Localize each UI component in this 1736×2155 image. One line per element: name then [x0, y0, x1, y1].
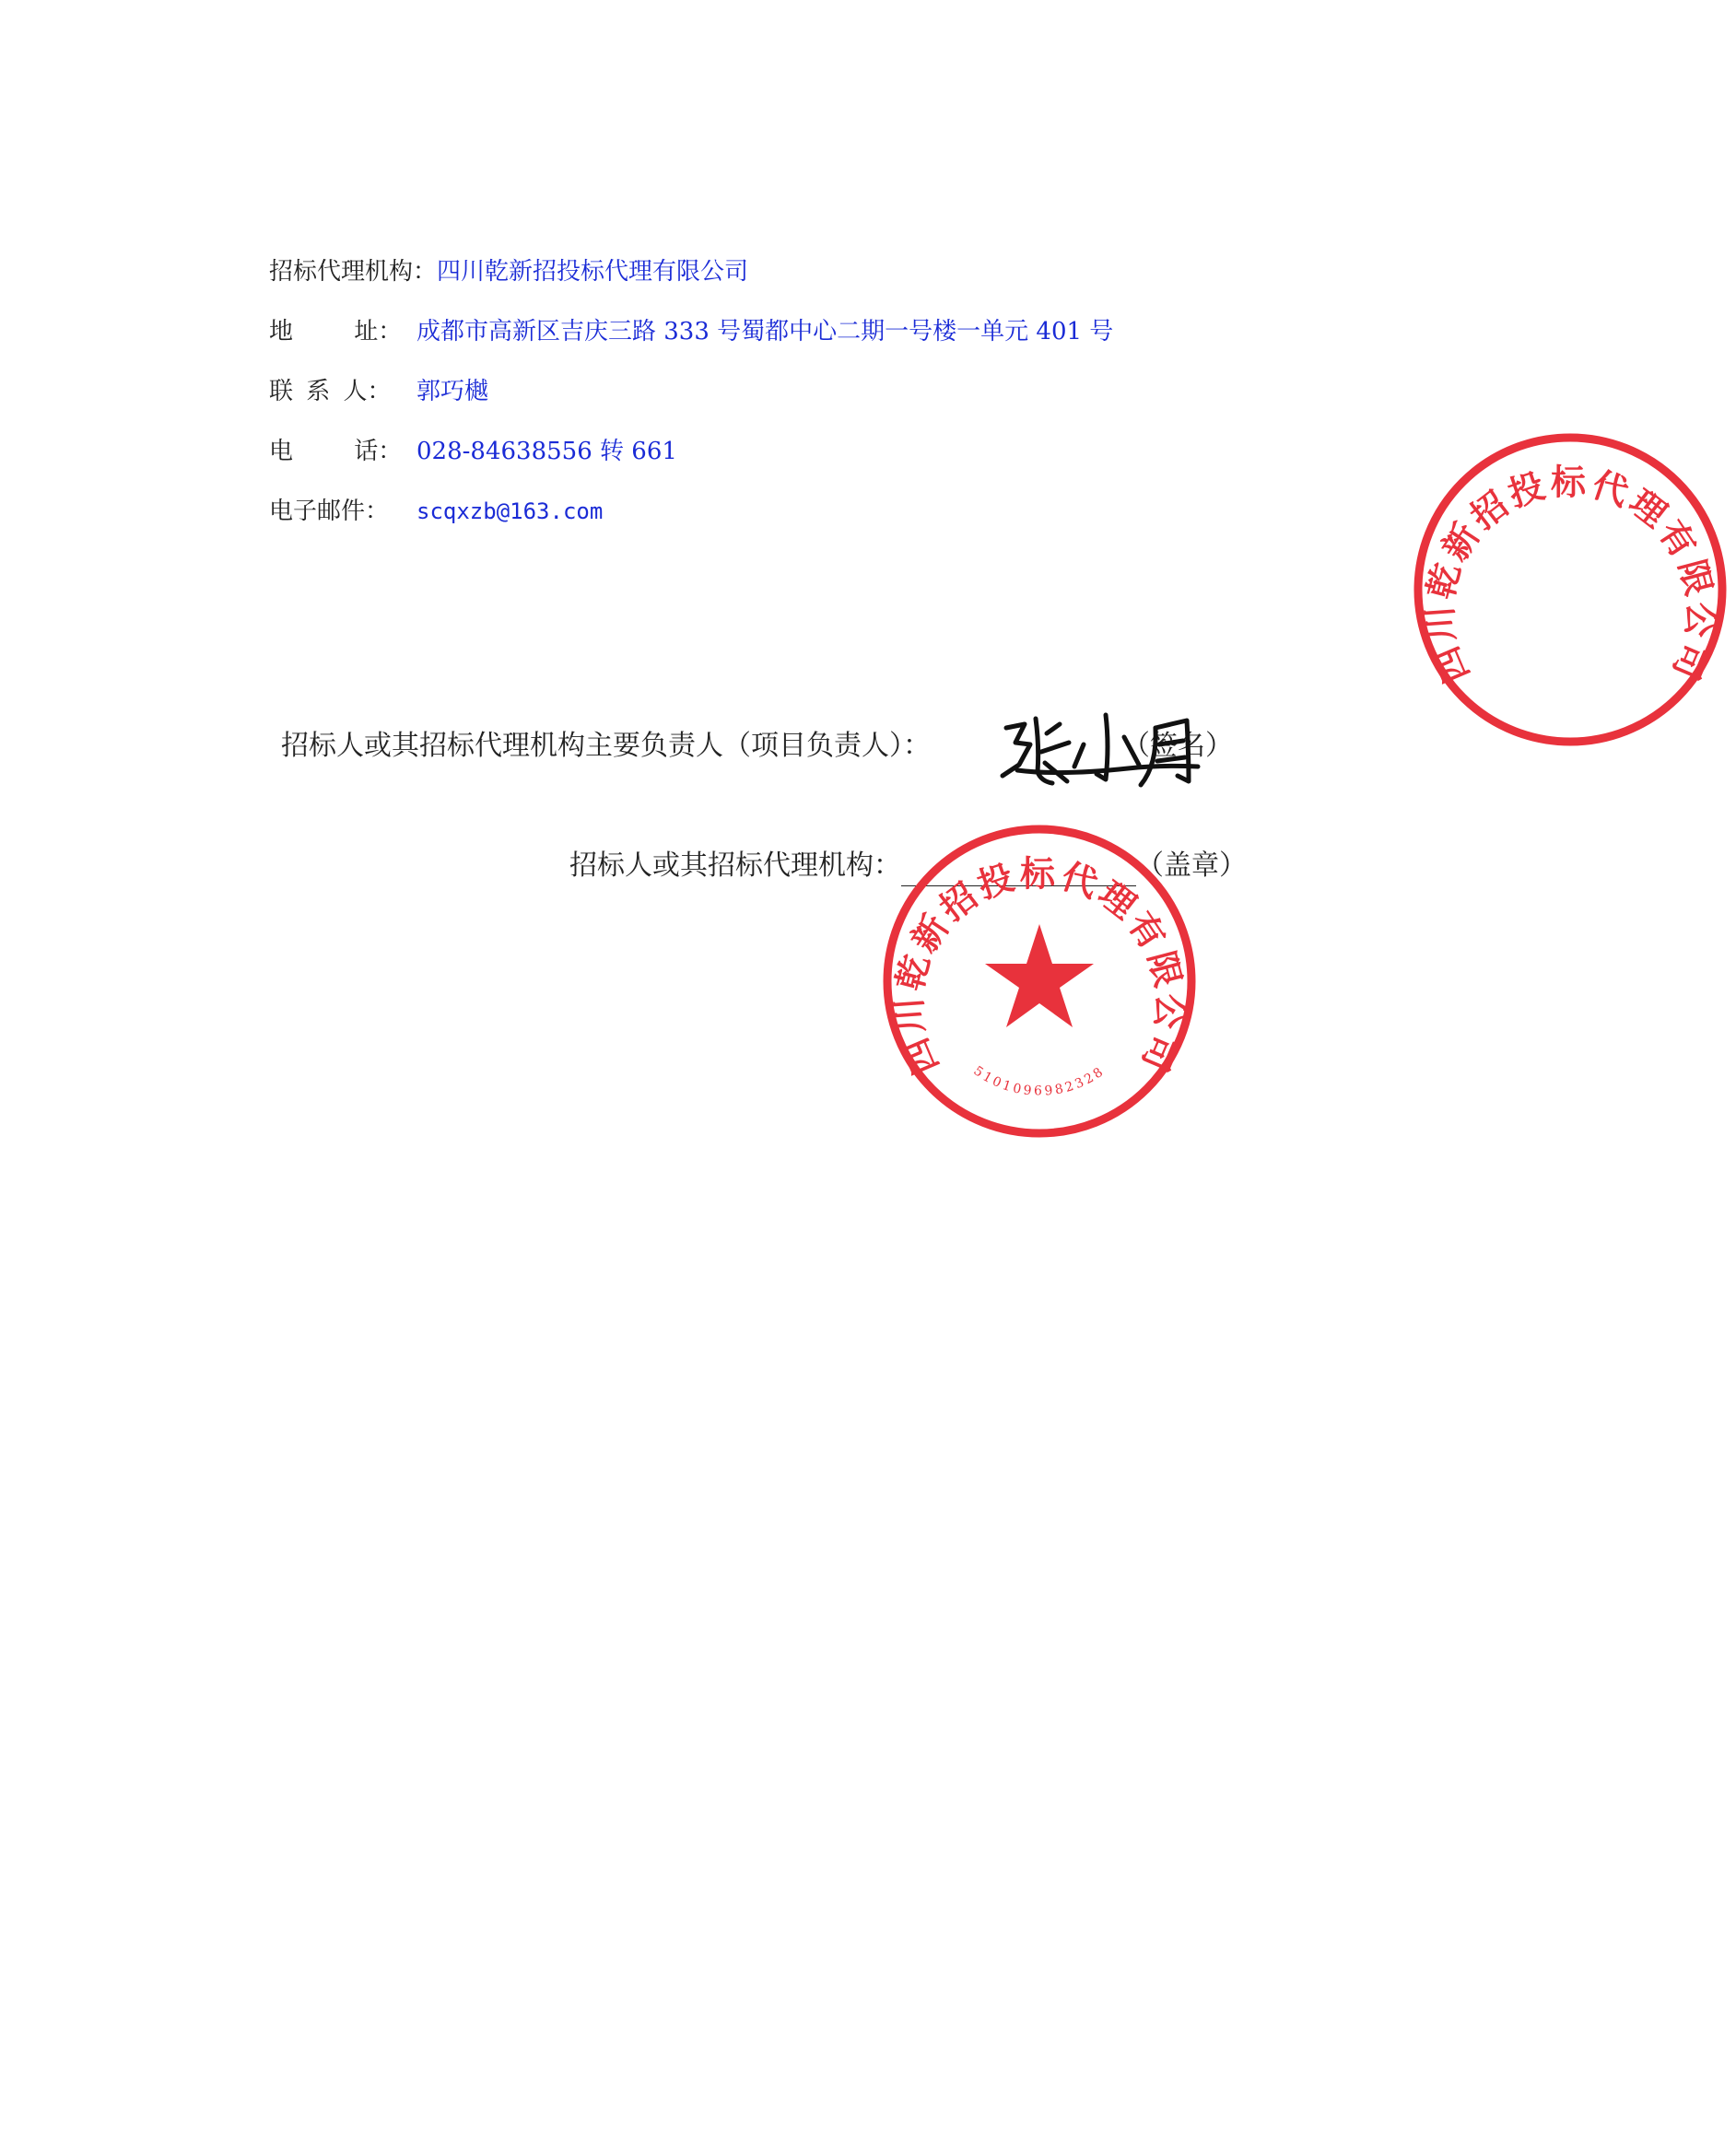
agency-row [269, 253, 748, 290]
partial-seal-container [1404, 424, 1723, 755]
agency-label: 招标代理机构： [269, 258, 438, 286]
phone-value: 028-84638556 转 661 [416, 438, 677, 465]
seal-code: 5101096982328 [970, 1063, 1108, 1099]
stamp-suffix: （盖章） [1136, 849, 1247, 882]
seal-company-name: 四川乾新招投标代理有限公司 [886, 852, 1192, 1081]
stamp-label: 招标人或其招标代理机构： [569, 849, 901, 882]
address-row [269, 313, 1113, 350]
contact-person-value: 郭巧樾 [416, 378, 489, 405]
seal-star-icon [985, 924, 1094, 1027]
signature-suffix: （签名） [1122, 730, 1233, 762]
signature-label: 招标人或其招标代理机构主要负责人（项目负责人）： [281, 730, 931, 762]
address-value: 成都市高新区吉庆三路 333 号蜀都中心二期一号楼一单元 401 号 [416, 318, 1114, 346]
partial-seal [1404, 424, 1736, 755]
phone-row [269, 433, 677, 470]
partial-seal-text: 四川乾新招投标代理有限公司 [1417, 461, 1723, 689]
email-label: 电子邮件： [269, 498, 390, 525]
company-seal [874, 815, 1205, 1147]
address-label: 地 址： [269, 318, 403, 346]
phone-label: 电 话： [269, 438, 403, 465]
email-value: scqxzb@163.com [416, 498, 604, 524]
signature-line [281, 726, 1233, 767]
email-row [269, 493, 603, 530]
contact-person-label: 联 系 人： [269, 378, 392, 405]
contact-person-row [269, 373, 488, 410]
agency-value: 四川乾新招投标代理有限公司 [437, 258, 749, 286]
